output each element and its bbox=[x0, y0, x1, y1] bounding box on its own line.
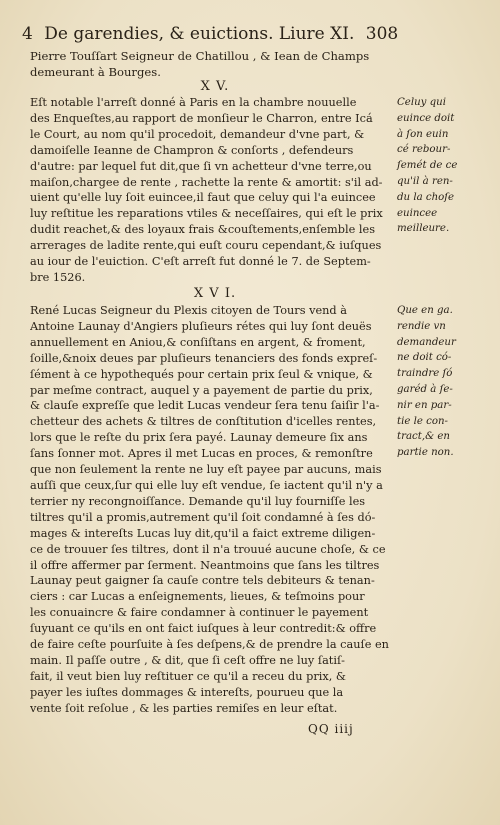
text-line: payer les iuſtes dommages & intereſts, pourueu que la bbox=[30, 685, 344, 699]
text-line: & clauſe expreſſe que ledit Lucas vendeur ſera tenu ſaiſir l'a- bbox=[30, 399, 380, 413]
text-line: au iour de l'euiction. C'eſt arreſt fut donné le 7. de Septem- bbox=[30, 255, 371, 269]
margin-note-line: cé rebour- bbox=[397, 144, 451, 156]
text-line: il offre affermer par ſerment. Neantmoins que ſans les tiltres bbox=[30, 558, 380, 572]
text-line: dudit reachet,& des loyaux frais &couſtements,enſemble les bbox=[30, 223, 375, 237]
margin-note-line: du la choſe bbox=[397, 191, 455, 203]
text-line: de faire ceſte pourſuite à ſes deſpens,& de prendre la cauſe en bbox=[30, 638, 389, 652]
text-line: le Court, au nom qu'il procedoit, demandeur d'vne part, & bbox=[30, 127, 365, 141]
margin-note-line: euince doit bbox=[397, 112, 455, 124]
text-line: auſſi que ceux,ſur qui elle luy eſt vendue, ſe iactent qu'il n'y a bbox=[30, 478, 383, 492]
text-line: vente ſoit reſolue , & les parties remiſes en leur eſtat. bbox=[30, 701, 338, 715]
margin-note-line: qu'il à ren- bbox=[397, 175, 453, 187]
margin-note-line: rendie vn bbox=[397, 320, 446, 332]
section-xvi-body bbox=[30, 303, 395, 717]
margin-note-line: ſemét de ce bbox=[397, 160, 458, 172]
section-heading-xv: X V. bbox=[200, 79, 230, 94]
text-line: mages & intereſts Lucas luy dit,qu'il a faict extreme diligen- bbox=[30, 526, 376, 540]
text-line: lors que le reſte du prix ſera payé. Launay demeure ſix ans bbox=[30, 431, 368, 445]
text-line: annuellement en Aniou,& conſiſtans en argent, & froment, bbox=[30, 335, 366, 349]
margin-note-line: tract,& en bbox=[397, 431, 450, 443]
text-line: luy reſtitue les reparations vtiles & neceſſaires, qui eſt le prix bbox=[30, 207, 383, 221]
text-line: terrier ny recongnoiſſance. Demande qu'il luy fourniſſe les bbox=[30, 494, 366, 508]
margin-note-line: Que en ga. bbox=[397, 305, 453, 316]
intro-line: demeurant à Bourges. bbox=[30, 64, 161, 79]
margin-note-line: nir en par- bbox=[397, 399, 452, 411]
margin-note-line: à ſon euin bbox=[397, 128, 449, 140]
text-line: maiſon,chargee de rente , rachette la rente & amortit: s'il ad- bbox=[30, 175, 383, 189]
text-line: uient qu'elle luy ſoit euincee,il faut que celuy qui l'a euincee bbox=[30, 191, 376, 205]
margin-note-line: Celuy qui bbox=[397, 97, 446, 108]
text-line: ſoille,&noix deues par pluſieurs tenanciers des fonds expreſ- bbox=[30, 351, 378, 365]
margin-note-xvi bbox=[397, 303, 489, 461]
margin-note-line: meilleure. bbox=[397, 223, 450, 235]
text-line: ce de trouuer ſes tiltres, dont il n'a trouué aucune choſe, & ce bbox=[30, 542, 386, 556]
section-xv-body bbox=[30, 95, 395, 286]
margin-note-line: traindre ſó bbox=[397, 368, 453, 380]
page-number: 4 bbox=[22, 24, 33, 44]
signature-mark: QQ iiij bbox=[308, 722, 354, 736]
text-line: les conuaincre & faire condamner à continuer le payement bbox=[30, 606, 369, 620]
margin-note-line: ne doit có- bbox=[397, 352, 452, 364]
margin-note-line: tie le con- bbox=[397, 415, 448, 427]
text-line: main. Il paſſe outre , & dit, que ſi ceſt offre ne luy ſatiſ- bbox=[30, 653, 345, 667]
intro-line: Pierre Touſſart Seigneur de Chatillou , & Iean de Champs bbox=[30, 49, 370, 63]
text-line: par meſme contract, auquel y a payement de partie du prix, bbox=[30, 383, 373, 397]
margin-note-line: partie non. bbox=[397, 447, 454, 459]
text-line: René Lucas Seigneur du Plexis citoyen de Tours vend à bbox=[30, 304, 347, 317]
text-line: ſuyuant ce qu'ils en ont faict iuſques à leur contredit:& offre bbox=[30, 622, 377, 636]
text-line: ſément à ce hypothequés pour certain prix ſeul & vnique, & bbox=[30, 367, 373, 381]
text-line: fait, il veut bien luy reſtituer ce qu'il a receu du prix, & bbox=[30, 669, 346, 683]
running-title: De garendies, & euictions. Liure XI. bbox=[44, 24, 355, 44]
section-heading-xvi: X V I. bbox=[193, 286, 237, 301]
margin-note-line: demandeur bbox=[397, 336, 456, 348]
margin-note-xv bbox=[397, 95, 489, 237]
margin-note-line: garéd à ſe- bbox=[397, 383, 453, 395]
text-line: damoiſelle Ieanne de Champron & conſorts , defendeurs bbox=[30, 143, 354, 157]
text-line: que non ſeulement la rente ne luy eſt payee par aucuns, mais bbox=[30, 463, 382, 477]
text-line: ciers : car Lucas a enſeignements, lieues, & teſmoins pour bbox=[30, 590, 365, 604]
running-header bbox=[22, 24, 399, 44]
text-line: des Enqueſtes,au rapport de monſieur le Charron, entre Icá bbox=[30, 111, 373, 125]
margin-note-line: euincee bbox=[397, 207, 438, 219]
text-line: bre 1526. bbox=[30, 270, 86, 284]
folio-number: 308 bbox=[365, 24, 399, 44]
text-line: ſans ſonner mot. Apres il met Lucas en proces, & remonſtre bbox=[30, 447, 373, 461]
text-line: Antoine Launay d'Angiers pluſieurs rétes qui luy ſont deuës bbox=[30, 319, 372, 333]
text-line: Launay peut gaigner ſa cauſe contre tels debiteurs & tenan- bbox=[30, 574, 375, 588]
text-line: chetteur des achets & tiltres de conſtitution d'icelles rentes, bbox=[30, 415, 377, 429]
text-line: d'autre: par lequel fut dit,que ſi vn achetteur d'vne terre,ou bbox=[30, 159, 372, 173]
text-line: tiltres qu'il a promis,autrement qu'il ſoit condamné à ſes dó- bbox=[30, 510, 376, 524]
intro-text bbox=[30, 49, 390, 80]
text-line: Eſt notable l'arreſt donné à Paris en la chambre nouuelle bbox=[30, 96, 357, 109]
text-line: arrerages de ladite rente,qui euſt couru cependant,& iuſques bbox=[30, 239, 382, 253]
